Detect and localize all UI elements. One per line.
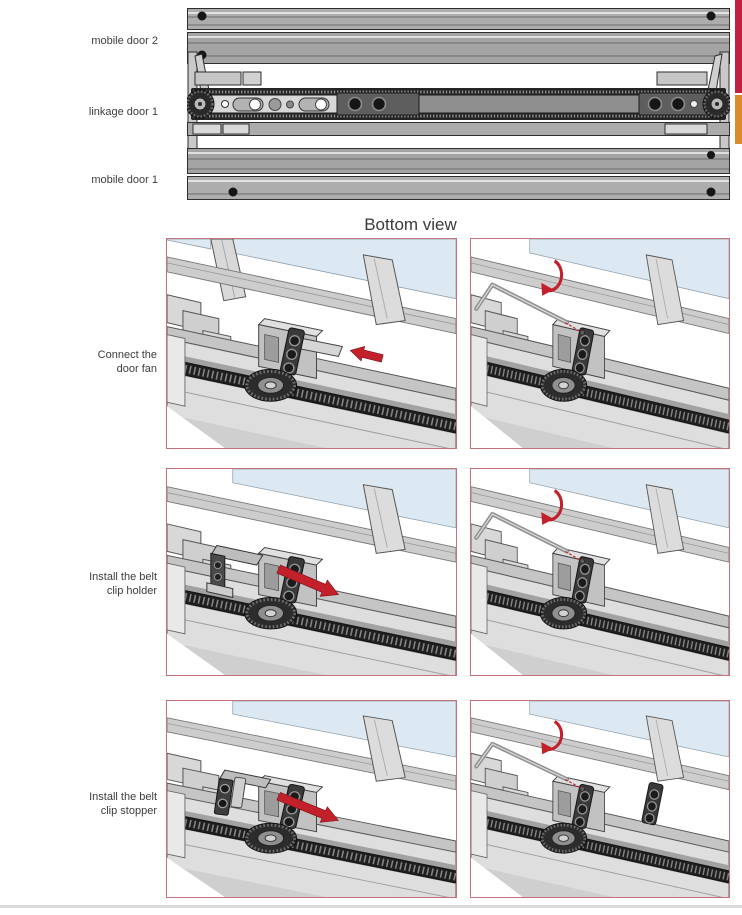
page-edge-tab-red	[735, 0, 742, 93]
panel-row3-right	[470, 700, 730, 898]
step-label-connect-door-fan	[40, 348, 157, 376]
belt-pulley	[540, 823, 586, 853]
illustration-tighten-belt-clip-holder	[471, 469, 729, 675]
step-label-line: Connect the	[97, 349, 157, 361]
red-arrow-icon	[350, 346, 383, 362]
step-label-install-belt-clip-holder	[40, 570, 157, 598]
step-label-line: door fan	[116, 363, 157, 375]
illustration-root	[167, 701, 456, 897]
belt-pulley-left	[187, 90, 214, 118]
belt-pulley-right	[703, 90, 730, 118]
illustration-tighten-door-fan-screw	[471, 239, 729, 448]
panel-row1-left	[166, 238, 457, 449]
panel-row1-right	[470, 238, 730, 449]
illustration-root	[167, 469, 456, 675]
belt-pulley	[540, 598, 586, 629]
label-mobile-door-1: mobile door 1	[91, 174, 158, 186]
section-title: Bottom view	[364, 215, 457, 234]
step-label-line: clip stopper	[100, 805, 157, 817]
panel-row2-right	[470, 468, 730, 676]
illustration-insert-belt-clip-holder	[167, 469, 456, 675]
mobile-door-2-profile	[188, 9, 730, 64]
page-footer-divider	[0, 905, 742, 908]
set-screw	[580, 786, 585, 791]
top-assembly-figure-container	[187, 8, 730, 200]
belt-pulley	[245, 598, 297, 629]
set-screw	[580, 330, 585, 335]
glass-pane	[167, 239, 211, 249]
belt-pulley	[245, 369, 297, 401]
belt-pulley	[540, 369, 586, 401]
panel-row2-left	[166, 468, 457, 676]
step-label-line: Install the belt	[89, 791, 157, 803]
illustration-insert-belt-clip-stopper	[167, 701, 456, 897]
set-screw	[580, 559, 585, 564]
panel-row3-left	[166, 700, 457, 898]
linkage-door-1-belt-assembly	[187, 52, 730, 152]
label-mobile-door-2: mobile door 2	[91, 35, 158, 47]
label-linkage-door-1: linkage door 1	[88, 106, 158, 118]
step-label-line: Install the belt	[89, 571, 157, 583]
mobile-door-1-profile	[188, 149, 730, 200]
belt-clip-stopper-plate	[641, 782, 663, 825]
illustration-tighten-belt-clip-stopper	[471, 701, 729, 897]
illustration-root	[471, 469, 729, 675]
belt-pulley	[245, 823, 297, 853]
top-assembly-figure	[187, 8, 730, 200]
illustration-root	[167, 239, 456, 448]
page-edge-tab-orange	[735, 95, 742, 144]
illustration-connect-door-fan	[167, 239, 456, 448]
step-label-line: clip holder	[106, 585, 157, 597]
step-label-install-belt-clip-stopper	[40, 790, 157, 818]
illustration-root	[471, 701, 729, 897]
illustration-root	[471, 239, 729, 448]
